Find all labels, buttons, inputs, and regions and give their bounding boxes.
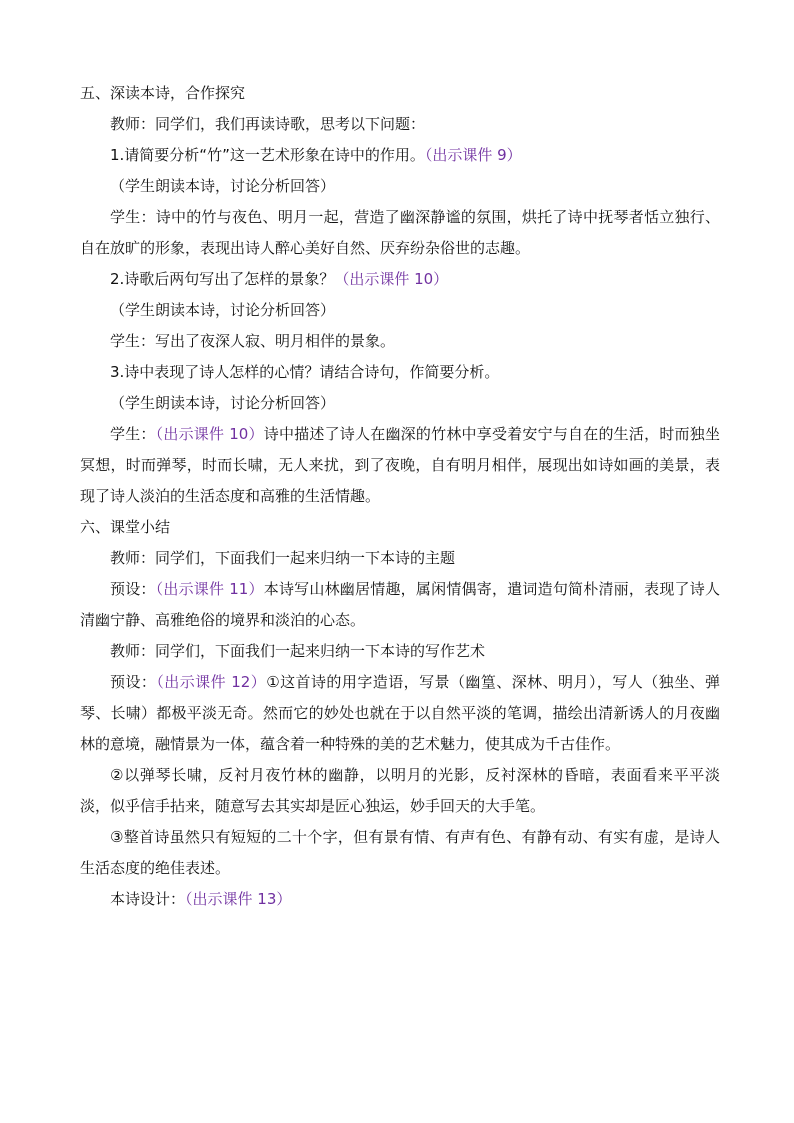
question-3-text: 3.诗中表现了诗人怎样的心情？请结合诗句，作简要分析。 — [110, 363, 500, 381]
teacher-art-prompt: 教师：同学们，下面我们一起来归纳一下本诗的写作艺术 — [110, 642, 486, 660]
preset-prefix: 预设： — [110, 580, 156, 598]
question-3-answer — [80, 419, 720, 512]
courseware-ref-11: （出示课件 11） — [155, 580, 264, 598]
document-body — [80, 78, 720, 915]
art-point-2: ②以弹琴长啸，反衬月夜竹林的幽静，以明月的光影，反衬深林的昏暗，表面看来平平淡淡，似乎信手拈来，随意写去其实却是匠心独运，妙手回天的大手笔。 — [80, 766, 720, 815]
courseware-ref-9: （出示课件 9） — [424, 146, 522, 164]
question-2-answer: 学生：写出了夜深人寂、明月相伴的景象。 — [110, 332, 396, 350]
preset-art — [80, 667, 720, 760]
courseware-ref-10: （出示课件 10） — [334, 270, 449, 288]
question-1-activity: （学生朗读本诗，讨论分析回答） — [110, 177, 336, 195]
design-prefix: 本诗设计： — [110, 890, 186, 908]
courseware-ref-12: （出示课件 12） — [156, 673, 267, 691]
courseware-ref-13: （出示课件 13） — [185, 890, 292, 908]
teacher-theme-prompt: 教师：同学们，下面我们一起来归纳一下本诗的主题 — [110, 549, 456, 567]
question-3-activity: （学生朗读本诗，讨论分析回答） — [110, 394, 336, 412]
poem-design — [80, 884, 720, 915]
art-point-3: ③整首诗虽然只有短短的二十个字，但有景有情、有声有色、有静有动、有实有虚，是诗人生活态度的绝佳表述。 — [80, 828, 720, 877]
teacher-intro: 教师：同学们，我们再读诗歌，思考以下问题： — [110, 115, 426, 133]
answer-prefix: 学生： — [110, 425, 156, 443]
question-1 — [80, 140, 720, 171]
section-5-heading: 五、深读本诗，合作探究 — [80, 84, 246, 102]
preset-art-text: ①这首诗的用字造语，写景（幽篁、深林、明月），写人（独坐、弹琴、长啸）都极平淡无奇。然而它的妙处也就在于以自然平淡的笔调，描绘出清新诱人的月夜幽林的意境，融情景为一体，蕴含着一种特殊的美的艺术魅力，使其成为千古佳作。 — [80, 673, 720, 753]
preset-prefix: 预设： — [110, 673, 157, 691]
question-2-text: 2.诗歌后两句写出了怎样的景象？ — [110, 270, 335, 288]
courseware-ref-10b: （出示课件 10） — [155, 425, 264, 443]
question-1-answer: 学生：诗中的竹与夜色、明月一起，营造了幽深静谧的氛围，烘托了诗中抚琴者恬立独行、自在放旷的形象，表现出诗人醉心美好自然、厌弃纷杂俗世的志趣。 — [80, 208, 720, 257]
question-2-activity: （学生朗读本诗，讨论分析回答） — [110, 301, 336, 319]
question-3 — [80, 357, 720, 388]
preset-theme-text: 本诗写山林幽居情趣，属闲情偶寄，遣词造句简朴清丽，表现了诗人清幽宁静、高雅绝俗的境界和淡泊的心态。 — [80, 580, 720, 629]
preset-theme — [80, 574, 720, 636]
question-1-text: 1.请简要分析“竹”这一艺术形象在诗中的作用。 — [110, 146, 425, 164]
answer-text: 诗中描述了诗人在幽深的竹林中享受着安宁与自在的生活，时而独坐冥想，时而弹琴，时而长啸，无人来扰，到了夜晚，自有明月相伴，展现出如诗如画的美景，表现了诗人淡泊的生活态度和高雅的生活情趣。 — [80, 425, 720, 505]
question-2 — [80, 264, 720, 295]
section-6-heading: 六、课堂小结 — [80, 518, 171, 536]
